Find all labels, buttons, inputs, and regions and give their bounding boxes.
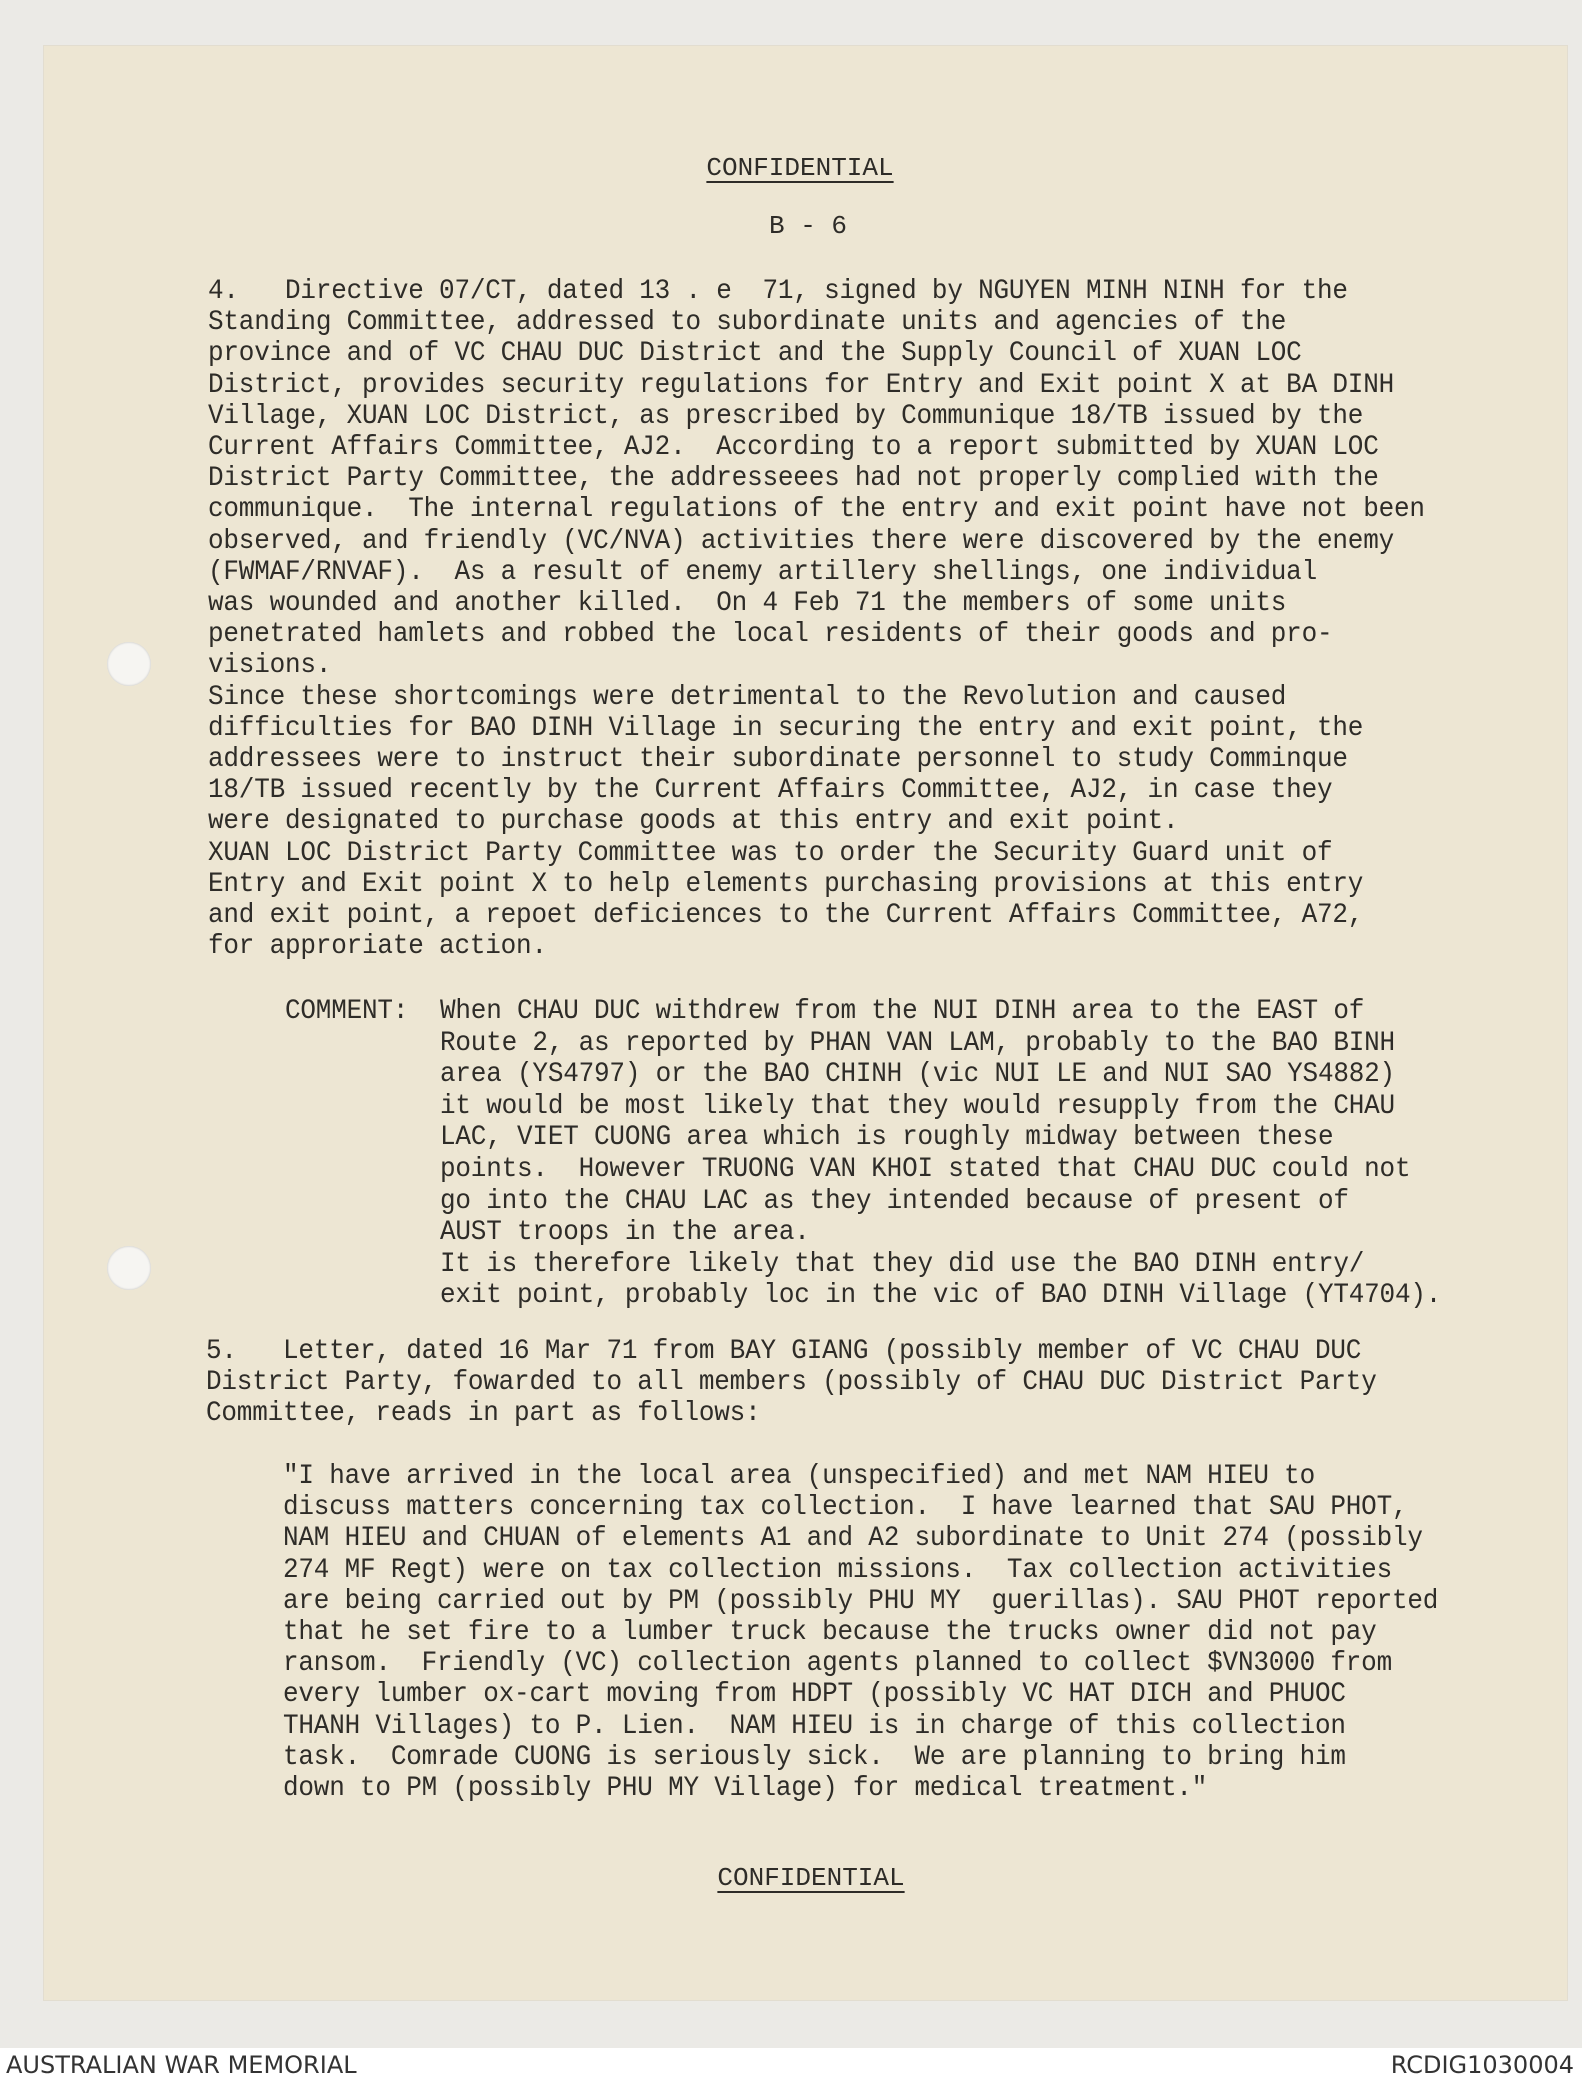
text-line: Route 2, as reported by PHAN VAN LAM, probably to the BAO BINH <box>440 1025 1395 1058</box>
text-line: communique. The internal regulations of the entry and exit point have not been <box>208 492 1425 525</box>
text-line: It is therefore likely that they did use the BAO DINH entry/ <box>440 1246 1365 1280</box>
classification-header: CONFIDENTIAL <box>706 153 894 183</box>
text-line: difficulties for BAO DINH Village in securing the entry and exit point, the <box>208 710 1364 744</box>
text-line: go into the CHAU LAC as they intended because of present of <box>440 1183 1349 1216</box>
text-line: District Party Committee, the addresseees had not properly complied with the <box>208 461 1379 494</box>
text-line: When CHAU DUC withdrew from the NUI DINH area to the EAST of <box>440 994 1365 1027</box>
text-line: Committee, reads in part as follows: <box>206 1396 761 1429</box>
text-line: District Party, fowarded to all members (possibly of CHAU DUC District Party <box>206 1365 1377 1398</box>
text-line: Current Affairs Committee, AJ2. According to a report submitted by XUAN LOC <box>208 430 1379 463</box>
text-line: was wounded and another killed. On 4 Feb 71 the members of some units <box>208 586 1287 619</box>
text-line: it would be most likely that they would resupply from the CHAU <box>440 1088 1395 1122</box>
punch-hole <box>107 1246 151 1290</box>
text-line: were designated to purchase goods at this entry and exit point. <box>208 804 1179 837</box>
text-line: for approriate action. <box>208 929 547 962</box>
comment-label: COMMENT: <box>285 994 409 1027</box>
text-line: exit point, probably loc in the vic of BAO DINH Village (YT4704). <box>440 1278 1442 1311</box>
text-line: ransom. Friendly (VC) collection agents planned to collect $VN3000 from <box>283 1646 1392 1679</box>
text-line: LAC, VIET CUONG area which is roughly midway between these <box>440 1120 1334 1153</box>
text-line: province and of VC CHAU DUC District and the Supply Council of XUAN LOC <box>208 336 1302 369</box>
punch-hole <box>107 642 151 686</box>
text-line: THANH Villages) to P. Lien. NAM HIEU is in charge of this collection <box>283 1708 1346 1741</box>
text-line: Entry and Exit point X to help elements purchasing provisions at this entry <box>208 866 1364 900</box>
text-line: discuss matters concerning tax collection. I have learned that SAU PHOT, <box>283 1490 1408 1523</box>
text-line: are being carried out by PM (possibly PHU MY guerillas). SAU PHOT reported <box>283 1583 1439 1617</box>
text-line: addressees were to instruct their subordinate personnel to study Comminque <box>208 742 1348 775</box>
text-line: Since these shortcomings were detrimental to the Revolution and caused <box>208 679 1287 712</box>
text-line: 274 MF Regt) were on tax collection missions. Tax collection activities <box>283 1552 1392 1585</box>
text-line: visions. <box>208 648 332 681</box>
archive-id: RCDIG1030004 <box>1390 2051 1574 2079</box>
text-line: every lumber ox-cart moving from HDPT (possibly VC HAT DICH and PHUOC <box>283 1677 1346 1710</box>
classification-footer: CONFIDENTIAL <box>717 1863 905 1893</box>
archive-footer <box>0 2048 1582 2082</box>
text-line: and exit point, a repoet deficiences to the Current Affairs Committee, A72, <box>208 898 1364 931</box>
text-line: observed, and friendly (VC/NVA) activities there were discovered by the enemy <box>208 523 1394 556</box>
text-line: that he set fire to a lumber truck because the trucks owner did not pay <box>283 1615 1377 1648</box>
text-line: AUST troops in the area. <box>440 1215 810 1248</box>
page-number: B - 6 <box>768 211 848 241</box>
text-line: "I have arrived in the local area (unspecified) and met NAM HIEU to <box>283 1459 1315 1492</box>
text-line: 18/TB issued recently by the Current Affairs Committee, AJ2, in case they <box>208 773 1333 806</box>
text-line: penetrated hamlets and robbed the local residents of their goods and pro- <box>208 617 1333 650</box>
text-line: points. However TRUONG VAN KHOI stated that CHAU DUC could not <box>440 1152 1411 1185</box>
text-line: Standing Committee, addressed to subordinate units and agencies of the <box>208 305 1287 338</box>
text-line: 5. Letter, dated 16 Mar 71 from BAY GIANG (possibly member of VC CHAU DUC <box>206 1334 1362 1367</box>
text-line: Village, XUAN LOC District, as prescribed by Communique 18/TB issued by the <box>208 398 1364 432</box>
archive-name: AUSTRALIAN WAR MEMORIAL <box>6 2051 357 2079</box>
text-line: XUAN LOC District Party Committee was to order the Security Guard unit of <box>208 835 1333 868</box>
text-line: (FWMAF/RNVAF). As a result of enemy artillery shellings, one individual <box>208 554 1317 588</box>
text-line: area (YS4797) or the BAO CHINH (vic NUI LE and NUI SAO YS4882) <box>440 1057 1395 1090</box>
text-line: task. Comrade CUONG is seriously sick. We are planning to bring him <box>283 1739 1346 1773</box>
text-line: District, provides security regulations for Entry and Exit point X at BA DINH <box>208 367 1394 400</box>
text-line: NAM HIEU and CHUAN of elements A1 and A2 subordinate to Unit 274 (possibly <box>283 1521 1423 1554</box>
text-line: down to PM (possibly PHU MY Village) for medical treatment." <box>283 1771 1208 1804</box>
text-line: 4. Directive 07/CT, dated 13 . e 71, signed by NGUYEN MINH NINH for the <box>208 274 1348 307</box>
